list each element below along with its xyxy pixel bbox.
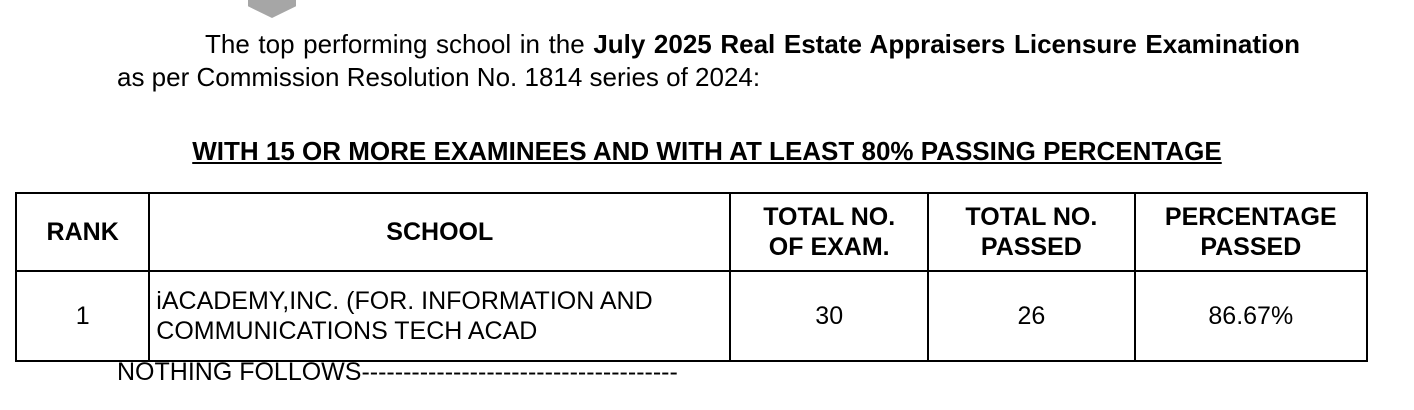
cell-total-passed: 26 <box>928 271 1134 361</box>
cell-percentage: 86.67% <box>1135 271 1367 361</box>
header-rank: RANK <box>16 193 149 271</box>
cell-school <box>149 271 730 361</box>
header-percentage <box>1135 193 1367 271</box>
cell-rank: 1 <box>16 271 149 361</box>
header-percentage-line1: PERCENTAGE <box>1164 203 1337 231</box>
exam-name: July 2025 Real Estate Appraisers Licensure Examination <box>593 29 1300 59</box>
header-total-exam-line1: TOTAL NO. <box>763 203 896 231</box>
cell-total-exam: 30 <box>730 271 928 361</box>
cell-school-line2: COMMUNICATIONS TECH ACAD <box>156 317 538 345</box>
table-header-row <box>16 193 1367 271</box>
header-school: SCHOOL <box>149 193 730 271</box>
intro-text-before: The top performing school in the <box>205 29 594 59</box>
header-total-passed-line1: TOTAL NO. <box>965 203 1098 231</box>
criteria-heading: WITH 15 OR MORE EXAMINEES AND WITH AT LEAST 80% PASSING PERCENTAGE <box>192 136 1222 166</box>
cell-school-line1: iACADEMY,INC. (FOR. INFORMATION AND <box>156 287 653 315</box>
intro-paragraph <box>117 28 1300 94</box>
page-marker-shape <box>248 0 296 18</box>
results-table <box>15 192 1368 362</box>
table-row <box>16 271 1367 361</box>
header-total-passed-line2: PASSED <box>980 233 1082 261</box>
header-total-exam-line2: OF EXAM. <box>768 233 890 261</box>
header-percentage-line2: PASSED <box>1200 233 1302 261</box>
header-total-passed <box>928 193 1134 271</box>
header-total-exam <box>730 193 928 271</box>
nothing-follows-note: NOTHING FOLLOWS-------------------------------------- <box>117 358 678 386</box>
intro-text-after: as per Commission Resolution No. 1814 series of 2024: <box>117 62 761 92</box>
